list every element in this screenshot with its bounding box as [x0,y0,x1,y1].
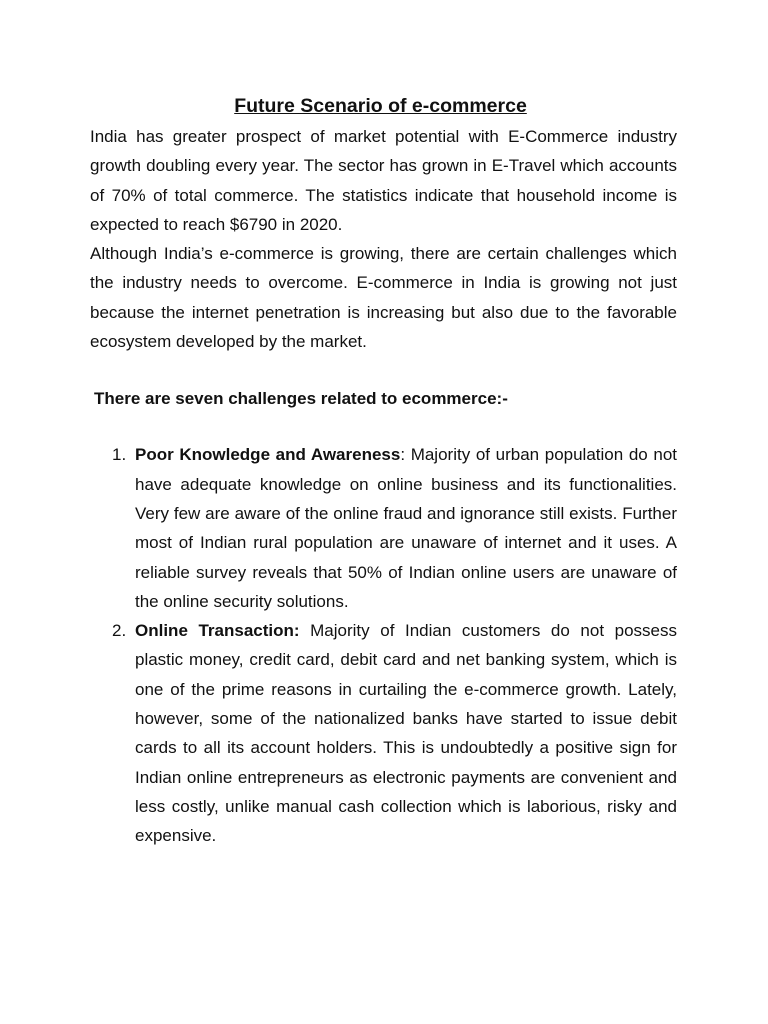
page-title: Future Scenario of e-commerce [234,95,527,117]
challenges-heading: There are seven challenges related to ecommerce:- [94,389,508,409]
list-item-title: Poor Knowledge and Awareness [135,445,401,465]
challenges-list [90,440,677,850]
list-item-number: 2. [112,621,127,641]
list-item-text: Majority of Indian customers do not possess plastic money, credit card, debit card and net banking system, which is one of the prime reasons in curtailing the e-commerce growth. Lately, however, some of the nationalized banks have started to issue debit cards to all its account holders. This is undoubtedly a positive sign for Indian online entrepreneurs as electronic payments are convenient and less costly, unlike manual cash collection which is laborious, risky and expensive. [135,621,677,846]
intro-paragraph: India has greater prospect of market potential with E-Commerce industry growth doubling every year. The sector has grown in E-Travel which accounts of 70% of total commerce. The statistics indicate that household income is expected to reach $6790 in 2020. [90,127,677,234]
challenges-paragraph: Although India’s e-commerce is growing, there are certain challenges which the industry needs to overcome. E-commerce in India is growing not just because the internet penetration is increasing but also due to the favorable ecosystem developed by the market. [90,244,677,352]
list-item-title: Online Transaction: [135,621,300,641]
list-item [90,616,677,850]
list-item-number: 1. [112,445,127,465]
list-item [90,440,677,616]
document-page [90,92,677,851]
list-item-text: : Majority of urban population do not have adequate knowledge on online business and its functionalities. Very few are aware of the online fraud and ignorance still exists. Further most of Indian rural population are unaware of internet and it uses. A reliable survey reveals that 50% of Indian online users are unaware of the online security solutions. [135,445,677,611]
